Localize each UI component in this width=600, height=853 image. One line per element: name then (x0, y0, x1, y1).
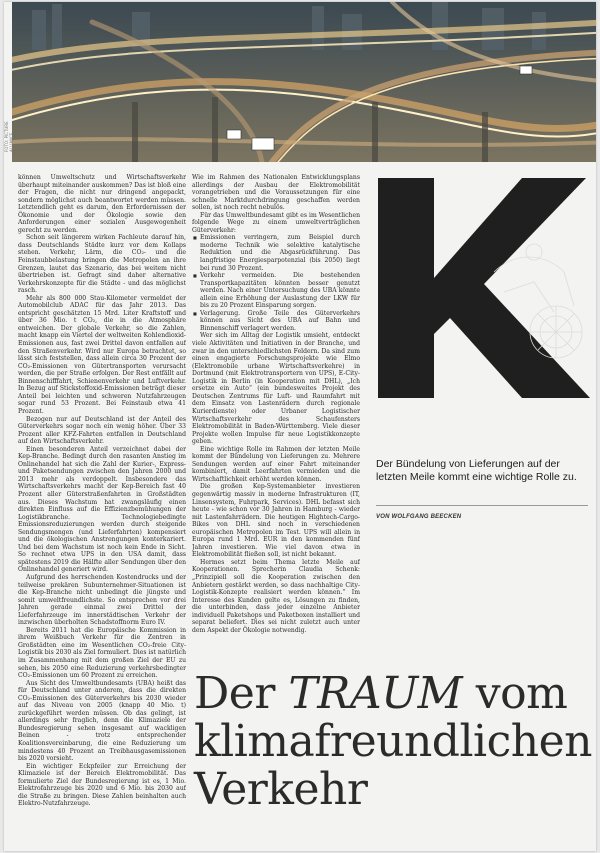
headline-line-1 (194, 670, 594, 718)
paragraph: Bereits 2011 hat die Europäische Kommission in ihrem Weißbuch Verkehr für die Zentren in Großstädten eine im Wesentlichen CO₂-freie City-Logistik bis 2030 als Ziel formuliert. Dies ist natürlich im Zusammenhang mit dem großen Ziel der EU zu sehen, bis 2050 eine Reduzierung verkehrsbedingter CO₂-Emissionen um 60 Prozent zu erreichen. (18, 626, 186, 680)
cargo-bike-sketch (474, 212, 594, 382)
headline-line-2: klimafreundlichen (194, 716, 592, 767)
headline-text: vom (462, 668, 568, 719)
highway-interchange-photo (12, 2, 596, 162)
paragraph: Schon seit längerem wirken Fachleute darauf hin, dass Deutschlands Städte kurz vor dem Kollaps stehen. Verkehr, Lärm, die CO₂- und die Feinstaubbelastung bringen die Metropolen an ihre Grenzen, lautet das Szenario, das bei weitem nicht übertrieben ist. Gefragt sind daher alternative Verkehrskonzepte für die Städte - und das möglichst rasch. (18, 234, 186, 295)
paragraph: Wer sich im Alltag der Logistik umsieht, entdeckt viele Aktivitäten und Initiativen in der Branche, und zwar in den unterschiedlichsten Feldern. Da sind zum einen engagierte Forschungsprojekte wie Elmo (Elektromobile urbane Wirtschaftsverkehre) in Dortmund (mit Elektrotransportern von UPS), E-City-Logistik in Berlin (in Kooperation mit DHL), „Ich ersetze ein Auto“ (ein bundesweites Projekt des Deutschen Zentrums für Luft- und Raumfahrt mit dem Einsatz von Lastenrädern durch regionale Kurierdienste) oder Urbaner Logistischer Wirtschaftsverkehr des Schaufensters Elektromobilität in Baden-Württemberg. Viele dieser Projekte wollen Impulse für neue Logistikkonzepte geben. (192, 332, 360, 446)
paragraph: Bezogen nur auf Deutschland ist der Anteil des Güterverkehrs sogar noch ein wenig höher. Über 33 Prozent aller KFZ-Fahrten entfallen in Deutschland auf den Wirtschaftsverkehr. (18, 415, 186, 446)
article-column-2 (192, 174, 360, 666)
paragraph: Aufgrund des herrschenden Kostendrucks und der teilweise prekären Subunternehmer-Situationen ist die Kep-Branche nicht unbedingt die jüngste und somit umweltfreundlichste. So entsprechen vor drei Jahren gerade einmal zwei Drittel der Lieferfahrzeuge im innerstädtischen Verkehr der inzwischen überholten Schadstoffnorm Euro IV. (18, 573, 186, 627)
paragraph: Eine wichtige Rolle im Rahmen der letzten Meile kommt der Bündelung von Lieferungen zu. Mehrere Sendungen werden auf einer Fahrt miteinander kombiniert, damit Leerfahrten vermieden und die Wirtschaftlichkeit erhöht werden können. (192, 445, 360, 483)
newspaper-page (4, 2, 596, 851)
paragraph: Ein wichtiger Eckpfeiler zur Erreichung der Klimaziele ist der Bereich Elektromobilität. Das formulierte Ziel der Bundesregierung ist es, 1 Mio. Elektrofahrzeuge bis 2020 und 6 Mio. bis 2030 auf die Straße zu bringen. Diese Zahlen beinhalten auch Elektro-Nutzfahrzeuge. (18, 762, 186, 808)
headline-emphasis: TRAUM (288, 668, 463, 719)
photo-illustration (12, 2, 596, 162)
bullet-item: ■ Verlagerung. Große Teile des Güterverkehrs können aus Sicht des UBA auf Bahn und Binnenschiff verlagert werden. (200, 310, 360, 333)
bullet-list (192, 234, 360, 332)
bullet-item: ■ Emissionen verringern, zum Beispiel durch moderne Technik wie selektive katalytische Reduktion und die Abgasrückführung. Das langfristige Energiesparpotenzial (bis 2050) liegt bei rund 30 Prozent. (200, 234, 360, 272)
paragraph: können Umweltschutz und Wirtschaftsverkehr überhaupt miteinander auskommen? Das ist bloß eine der Fragen, die nicht nur dringend angepackt, sondern möglichst auch beantwortet werden müssen. Letztendlich geht es darum, den Erfordernissen der Ökonomie und der Ökologie sowie den Anforderungen einer sozialen Ausgewogenheit gerecht zu werden. (18, 174, 186, 234)
paragraph: Für das Umweltbundesamt gibt es im Wesentlichen folgende Wege zu einem umweltverträglichen Güterverkehr: (192, 211, 360, 234)
byline: VON WOLFGANG BEECKEN (376, 514, 462, 520)
paragraph: Hermes setzt beim Thema letzte Meile auf Kooperationen. Sprecherin Claudia Schenk: „Prinzipiell soll die Kooperation zwischen den Anbietern gestärkt werden, so dass nachhaltige City-Logistik-Konzepte realisiert werden können.“ Im Interesse des Kunden gelte es, Lösungen zu finden, die unterbinden, dass jeder einzelne Anbieter individuell Paketshops und Paketboxen installiert und separat beliefert. Dies sei nicht zuletzt auch unter dem Aspekt der Ökologie notwendig. (192, 558, 360, 634)
bullet-item: ■ Verkehr vermeiden. Die bestehenden Transportkapazitäten könnten besser genutzt werden. Nach einer Untersuchung des UBA könnte allein eine Erhöhung der Auslastung der LKW für bis zu 20 Prozent Einsparung sorgen. (200, 272, 360, 310)
paragraph: Aus Sicht des Umweltbundesamts (UBA) heißt das für Deutschland unter anderem, dass die direkten CO₂-Emissionen des Güterverkehrs bis 2030 wieder auf das Niveau von 2005 (knapp 40 Mio. t) zurückgeführt werden müssen. Ob das gelingt, ist allerdings sehr fraglich, denn die Klimaziele der Bundesregierung sehen insgesamt auf wackligen Beinen - trotz entsprechender Koalitionsvereinbarung, die eine Reduzierung um mindestens 40 Prozent an Treibhausgasemissionen bis 2020 vorsieht. (18, 679, 186, 763)
headline (194, 670, 594, 814)
paragraph: Die großen Kep-Systemanbieter investieren gegenwärtig massiv in moderne Infrastrukturen (IT, Linsensystem, Fuhrpark, Services). DHL befasst sich heute - wie schon vor 30 Jahren in Hamburg - wieder mit Lastenfahrrädern. Die heutigen Hightech-Cargo-Bikes von DHL sind noch in verschiedenen europäischen Metropolen im Test. UPS will allein in Europa rund 1 Mrd. EUR in den kommenden fünf Jahren investieren. Wie viel davon etwa in Elektromobilität fließen soll, ist nicht bekannt. (192, 483, 360, 559)
headline-text: Der (194, 668, 289, 719)
article-column-1 (18, 174, 186, 846)
byline-divider (376, 505, 588, 506)
paragraph: Wie im Rahmen des Nationalen Entwicklungsplans allerdings der Ausbau der Elektromobilität vorangetrieben und die Voraussetzungen für eine schnelle Marktdurchdringung geschaffen werden sollen, ist noch recht nebulös. (192, 174, 360, 212)
paragraph: Mehr als 800 000 Stau-Kilometer vermeldet der Automobilclub ADAC für das Jahr 2013. Das entspricht geschätzten 15 Mrd. Liter Kraftstoff und über 36 Mio. t CO₂, die in die Atmosphäre entweichen. Der globale Verkehr, so die Zahlen, macht knapp ein Viertel der weltweiten Kohlendioxid-Emissionen aus, fast zwei Drittel davon entfallen auf den Straßenverkehr. Wird nur Europa betrachtet, so lässt sich feststellen, dass allein circa 30 Prozent der CO₂-Emissionen von Gütertransporten verursacht werden, die per Straße erfolgen. Der Rest entfällt auf Binnenschifffahrt, Schienenverkehr und Luftverkehr. In Bezug auf Stickstoffoxid-Emissionen beträgt dieser Anteil bei leichten und schweren Nutzfahrzeugen sogar rund 53 Prozent. Bei Feinstaub etwa 41 Prozent. (18, 294, 186, 415)
paragraph: Einen besonderen Anteil verzeichnet dabei der Kep-Branche. Bedingt durch den rasanten Anstieg im Onlinehandel hat sich die Zahl der Kurier-, Express- und Paketsendungen zwischen den Jahren 2000 und 2013 mehr als verdoppelt. Insbesondere das Wirtschaftsverkehrs macht der Kep-Bereich fast 40 Prozent aller Güterstraßenfahrten in Großstädten aus. Dieses Wachstum hat zwangsläufig einen direkten Einfluss auf die Effizienzbemühungen der Logistikbranche. Technologiebedingte Emissionsreduzierungen werden durch steigende Sendungsmengen (und Lieferfahrten) kompensiert und die ökologischen Anstrengungen konterkariert. Und bei dem Wachstum ist noch kein Ende in Sicht. So rechnet etwa UPS in den USA damit, dass spätestens 2019 die Hälfte aller Sendungen über den Onlinehandel generiert wird. (18, 445, 186, 574)
photo-credit: FOTO: PICTURE ALLIANCE (4, 121, 14, 152)
article-lead: Der Bündelung von Lieferungen auf der letzten Meile kommt eine wichtige Rolle zu. (376, 458, 577, 483)
headline-line-3: Verkehr (194, 764, 368, 815)
